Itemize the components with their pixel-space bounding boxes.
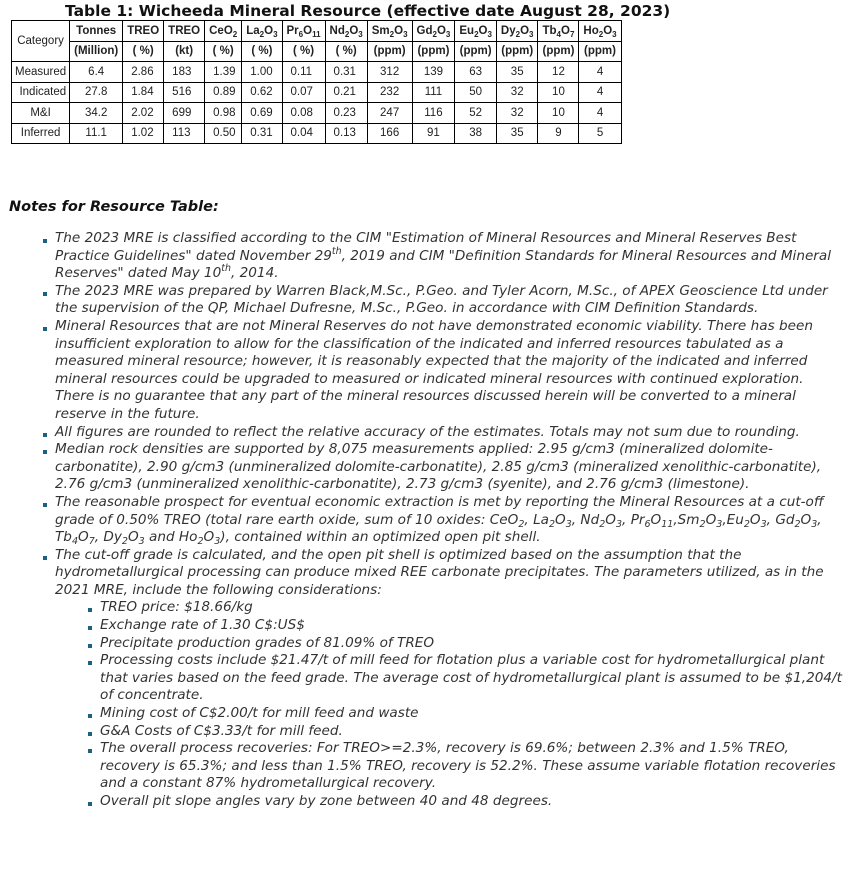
header-subscript: 2 bbox=[474, 29, 479, 39]
header-subscript: 3 bbox=[487, 29, 492, 39]
header-subscript: 2 bbox=[515, 29, 521, 39]
note-item-parameters bbox=[55, 547, 845, 811]
cell: 139 bbox=[412, 62, 455, 83]
oxide-formula: $Ho_2O_3$ bbox=[178, 529, 221, 548]
unit-pr6o11: ( %) bbox=[282, 41, 325, 62]
header-subscript: 2 bbox=[232, 29, 238, 39]
sub-item-treo-price bbox=[100, 599, 845, 617]
cell: 1.84 bbox=[123, 82, 164, 103]
column-header-treo-pct bbox=[123, 21, 164, 42]
note-text: Mineral Resources that are not Mineral Reserves do not have demonstrated economic viability. There has been insufficient exploration to allow for the classification of the indicated and inferred resources tabulated as a measured mineral resource; however, it is reasonably expected that the majority of the indicated and inferred mineral resources could be upgraded to measured or indicated mineral resources with continued exploration. There is no guarantee that any part of the mineral resources discussed herein will be converted to a mineral reserve in the future. bbox=[55, 317, 813, 422]
table-row-measured bbox=[12, 62, 622, 83]
cell: 5 bbox=[579, 123, 621, 144]
header-label: O bbox=[603, 24, 613, 37]
header-label: Dy bbox=[500, 24, 516, 37]
cell: 516 bbox=[164, 82, 205, 103]
unit-tonnes: (Million) bbox=[70, 41, 123, 62]
square-bullet-icon bbox=[88, 661, 92, 665]
header-label: Ho bbox=[583, 24, 599, 37]
unit-tb4o7: (ppm) bbox=[538, 41, 579, 62]
cell: 27.8 bbox=[70, 82, 123, 103]
header-subscript: 11 bbox=[312, 29, 321, 39]
sub-item-text: G&A Costs of C$3.33/t for mill feed. bbox=[100, 722, 343, 739]
cell: 166 bbox=[367, 123, 412, 144]
cell: 12 bbox=[538, 62, 579, 83]
square-bullet-icon bbox=[43, 556, 47, 560]
cell: 232 bbox=[367, 82, 412, 103]
cell: 2.02 bbox=[123, 103, 164, 124]
oxide-formula: CeO$_2$ bbox=[489, 511, 525, 530]
cell: 9 bbox=[538, 123, 579, 144]
sub-item-text: TREO price: $18.66/kg bbox=[100, 599, 253, 616]
sub-item-precipitate-grades bbox=[100, 635, 845, 653]
cell: 4 bbox=[579, 103, 621, 124]
unit-ceo2: ( %) bbox=[205, 41, 242, 62]
oxide-formula: $Eu_2O_3$ bbox=[726, 511, 767, 530]
header-label: Gd bbox=[416, 24, 433, 37]
square-bullet-icon bbox=[88, 802, 92, 806]
sub-item-exchange-rate bbox=[100, 617, 845, 635]
header-label: O bbox=[394, 24, 404, 37]
table-header-row bbox=[12, 21, 622, 42]
note-text: The cut-off grade is calculated, and the open pit shell is optimized based on the assumption that the hydrometallurgical processing can produce mixed REE carbonate precipitates. The parameters utilized, as in the 2021 MRE, include the following considerations: bbox=[55, 546, 824, 598]
sub-item-text: Mining cost of C$2.00/t for mill feed and waste bbox=[100, 705, 419, 722]
column-header-gd2o3 bbox=[412, 21, 455, 42]
header-subscript: 2 bbox=[389, 29, 395, 39]
column-header-category: Category bbox=[12, 21, 70, 62]
header-label: O bbox=[520, 24, 530, 37]
header-label: O bbox=[436, 24, 446, 37]
header-subscript: 3 bbox=[273, 29, 278, 39]
unit-eu2o3: (ppm) bbox=[455, 41, 497, 62]
row-category: M&I bbox=[12, 103, 70, 124]
sub-item-text: Precipitate production grades of 81.09% of TREO bbox=[100, 634, 435, 651]
square-bullet-icon bbox=[88, 626, 92, 630]
superscript: th bbox=[331, 245, 342, 257]
cell: 0.31 bbox=[325, 62, 367, 83]
header-subscript: 3 bbox=[529, 29, 534, 39]
oxide-formula: $Tb_4O_7$ bbox=[55, 529, 95, 548]
note-text: Median rock densities are supported by 8,075 measurements applied: 2.95 g/cm3 (mineralized dolomite-carbonatite), 2.90 g/cm3 (unmineralized dolomite-carbonatite), 2.85 g/cm3 (mineralized xenolithic-carbonatite), 2.76 g/cm3 (unmineralized xenolithic-carbonatite), 2.73 g/cm3 (syenite), and 2.76 g/cm3 (limestone). bbox=[55, 441, 822, 493]
header-label: Sm bbox=[371, 24, 390, 37]
header-label: TREO bbox=[168, 24, 201, 37]
cell: 34.2 bbox=[70, 103, 123, 124]
cell: 91 bbox=[412, 123, 455, 144]
unit-gd2o3: (ppm) bbox=[412, 41, 455, 62]
column-header-eu2o3 bbox=[455, 21, 497, 42]
table-title: Table 1: Wicheeda Mineral Resource (effective date August 28, 2023) bbox=[65, 2, 671, 20]
header-subscript: 2 bbox=[598, 29, 604, 39]
note-item-prepared-by bbox=[55, 283, 845, 318]
cell: 0.50 bbox=[205, 123, 242, 144]
cell: 32 bbox=[496, 82, 538, 103]
row-category: Indicated bbox=[12, 82, 70, 103]
sub-item-mining-cost bbox=[100, 705, 845, 723]
cell: 2.86 bbox=[123, 62, 164, 83]
header-label: CeO bbox=[209, 24, 233, 37]
square-bullet-icon bbox=[88, 732, 92, 736]
row-category: Measured bbox=[12, 62, 70, 83]
square-bullet-icon bbox=[43, 239, 47, 243]
square-bullet-icon bbox=[43, 450, 47, 454]
cell: 183 bbox=[164, 62, 205, 83]
superscript: th bbox=[221, 263, 231, 275]
cell: 0.89 bbox=[205, 82, 242, 103]
cell: 35 bbox=[496, 123, 538, 144]
square-bullet-icon bbox=[43, 503, 47, 507]
table-row-indicated bbox=[12, 82, 622, 103]
oxide-formula: $Nd_2O_3$ bbox=[580, 511, 623, 530]
cell: 0.62 bbox=[242, 82, 282, 103]
square-bullet-icon bbox=[43, 327, 47, 331]
header-label: O bbox=[303, 24, 313, 37]
cell: 0.23 bbox=[325, 103, 367, 124]
note-item-rock-densities bbox=[55, 441, 845, 494]
note-item-economic-viability bbox=[55, 318, 845, 424]
sub-item-pit-slope bbox=[100, 793, 845, 811]
square-bullet-icon bbox=[43, 292, 47, 296]
cell: 116 bbox=[412, 103, 455, 124]
unit-dy2o3: (ppm) bbox=[496, 41, 538, 62]
oxide-formula: $Dy_2O_3$ bbox=[103, 529, 145, 548]
column-header-nd2o3 bbox=[325, 21, 367, 42]
cell: 0.04 bbox=[282, 123, 325, 144]
column-header-ceo2 bbox=[205, 21, 242, 42]
cell: 1.39 bbox=[205, 62, 242, 83]
cell: 0.31 bbox=[242, 123, 282, 144]
square-bullet-icon bbox=[88, 644, 92, 648]
sub-item-text: The overall process recoveries: For TREO>=2.3%, recovery is 69.6%; between 2.3% and 1.5% TREO, recovery is 65.3%; and less than 1.5% TREO, recovery is 52.2%. These assume variable flotation recoveries and a constant 87% hydrometallurgical recovery. bbox=[100, 740, 836, 792]
column-header-pr6o11 bbox=[282, 21, 325, 42]
header-label: La bbox=[246, 24, 260, 37]
table-unit-row bbox=[12, 41, 622, 62]
unit-ho2o3: (ppm) bbox=[579, 41, 621, 62]
header-subscript: 3 bbox=[403, 29, 408, 39]
header-subscript: 3 bbox=[358, 29, 363, 39]
note-text: , 2019 and CIM "Definition Standards for Mineral Resources and Mineral Reserves" dated May 10 bbox=[55, 247, 832, 282]
header-subscript: 7 bbox=[569, 29, 575, 39]
header-label: Pr bbox=[286, 24, 299, 37]
cell: 38 bbox=[455, 123, 497, 144]
cell: 52 bbox=[455, 103, 497, 124]
cell: 4 bbox=[579, 82, 621, 103]
column-header-tonnes bbox=[70, 21, 123, 42]
cell: 699 bbox=[164, 103, 205, 124]
cell: 0.13 bbox=[325, 123, 367, 144]
sub-item-text: Processing costs include $21.47/t of mill feed for flotation plus a variable cost for hydrometallurgical plant that varies based on the feed grade. The average cost of hydrometallurgical plant is assumed to be $1,204/t of concentrate. bbox=[100, 652, 842, 704]
note-text: All figures are rounded to reflect the relative accuracy of the estimates. Totals may not sum due to rounding. bbox=[55, 423, 800, 440]
header-label: O bbox=[264, 24, 274, 37]
unit-treo-kt: (kt) bbox=[164, 41, 205, 62]
oxide-formula: $La_2O_3$ bbox=[533, 511, 572, 530]
oxide-formula: $Sm_2O_3$ bbox=[677, 511, 723, 530]
table-row-m-and-i bbox=[12, 103, 622, 124]
column-header-sm2o3 bbox=[367, 21, 412, 42]
cell: 1.02 bbox=[123, 123, 164, 144]
unit-treo-pct: ( %) bbox=[123, 41, 164, 62]
note-item-rounding bbox=[55, 424, 845, 442]
cell: 111 bbox=[412, 82, 455, 103]
header-label: Nd bbox=[329, 24, 345, 37]
header-label: O bbox=[478, 24, 488, 37]
header-label: Eu bbox=[459, 24, 475, 37]
header-subscript: 3 bbox=[612, 29, 617, 39]
header-subscript: 6 bbox=[298, 29, 304, 39]
note-text: , 2014. bbox=[230, 265, 279, 282]
cell: 11.1 bbox=[70, 123, 123, 144]
header-label: Tb bbox=[542, 24, 557, 37]
note-text: The reasonable prospect for eventual economic extraction is met by reporting the Mineral Resources at a cut-off grade of 0.50% TREO (total rare earth oxide, sum of 10 oxides: bbox=[55, 493, 824, 528]
header-label: TREO bbox=[127, 24, 160, 37]
oxide-formula: $Gd_2O_3$ bbox=[775, 511, 818, 530]
header-subscript: 2 bbox=[344, 29, 350, 39]
square-bullet-icon bbox=[88, 714, 92, 718]
column-header-ho2o3 bbox=[579, 21, 621, 42]
square-bullet-icon bbox=[88, 749, 92, 753]
header-subscript: 4 bbox=[556, 29, 561, 39]
cell: 4 bbox=[579, 62, 621, 83]
cell: 32 bbox=[496, 103, 538, 124]
note-text: ), contained within an optimized open pit shell. bbox=[220, 529, 541, 546]
unit-la2o3: ( %) bbox=[242, 41, 282, 62]
note-text: The 2023 MRE is classified according to the CIM "Estimation of Mineral Resources and Mineral Reserves Best Practice Guidelines" dated November 29 bbox=[55, 230, 797, 264]
cell: 312 bbox=[367, 62, 412, 83]
oxide-list: CeO$_2$, $La_2O_3$, $Nd_2O_3$, $Pr_6O_{11},Sm_2O_3,Eu_2O_3$, $Gd_2O_3$, $Tb_4O_7$, $Dy_2O_3$ and $Ho_2O_3$ bbox=[55, 511, 822, 548]
unit-nd2o3: ( %) bbox=[325, 41, 367, 62]
cell: 50 bbox=[455, 82, 497, 103]
header-label: Tonnes bbox=[76, 24, 117, 37]
cell: 35 bbox=[496, 62, 538, 83]
cell: 0.98 bbox=[205, 103, 242, 124]
table-row-inferred bbox=[12, 123, 622, 144]
parameters-sublist bbox=[55, 599, 845, 810]
sub-item-text: Overall pit slope angles vary by zone between 40 and 48 degrees. bbox=[100, 793, 553, 809]
cell: 0.21 bbox=[325, 82, 367, 103]
header-label: O bbox=[349, 24, 359, 37]
column-header-la2o3 bbox=[242, 21, 282, 42]
oxide-formula: $Pr_6O_{11}$ bbox=[630, 511, 674, 530]
header-label: O bbox=[561, 24, 570, 37]
cell: 63 bbox=[455, 62, 497, 83]
sub-item-text: Exchange rate of 1.30 C$:US$ bbox=[100, 617, 305, 634]
cell: 0.69 bbox=[242, 103, 282, 124]
notes-title: Notes for Resource Table: bbox=[9, 199, 219, 215]
cell: 0.08 bbox=[282, 103, 325, 124]
cell: 247 bbox=[367, 103, 412, 124]
cell: 113 bbox=[164, 123, 205, 144]
sub-item-ga-costs bbox=[100, 723, 845, 741]
mineral-resource-table bbox=[11, 20, 622, 144]
column-header-tb4o7 bbox=[538, 21, 579, 42]
cell: 0.11 bbox=[282, 62, 325, 83]
square-bullet-icon bbox=[88, 608, 92, 612]
cell: 1.00 bbox=[242, 62, 282, 83]
header-subscript: 2 bbox=[259, 29, 265, 39]
note-item-classification bbox=[55, 230, 845, 283]
unit-sm2o3: (ppm) bbox=[367, 41, 412, 62]
cell: 0.07 bbox=[282, 82, 325, 103]
header-subscript: 2 bbox=[432, 29, 437, 39]
sub-item-processing-costs bbox=[100, 652, 845, 705]
cell: 6.4 bbox=[70, 62, 123, 83]
note-item-cut-off-grade bbox=[55, 494, 845, 547]
header-subscript: 3 bbox=[445, 29, 451, 39]
row-category: Inferred bbox=[12, 123, 70, 144]
cell: 10 bbox=[538, 103, 579, 124]
notes-list bbox=[55, 230, 845, 811]
square-bullet-icon bbox=[43, 433, 47, 437]
column-header-dy2o3 bbox=[496, 21, 538, 42]
note-text: The 2023 MRE was prepared by Warren Black,M.Sc., P.Geo. and Tyler Acorn, M.Sc., of APEX Geoscience Ltd under the supervision of the QP, Michael Dufresne, M.Sc., P.Geo. in accordance with CIM Definition Standards. bbox=[55, 282, 828, 317]
sub-item-process-recoveries bbox=[100, 740, 845, 793]
cell: 10 bbox=[538, 82, 579, 103]
column-header-treo-kt bbox=[164, 21, 205, 42]
